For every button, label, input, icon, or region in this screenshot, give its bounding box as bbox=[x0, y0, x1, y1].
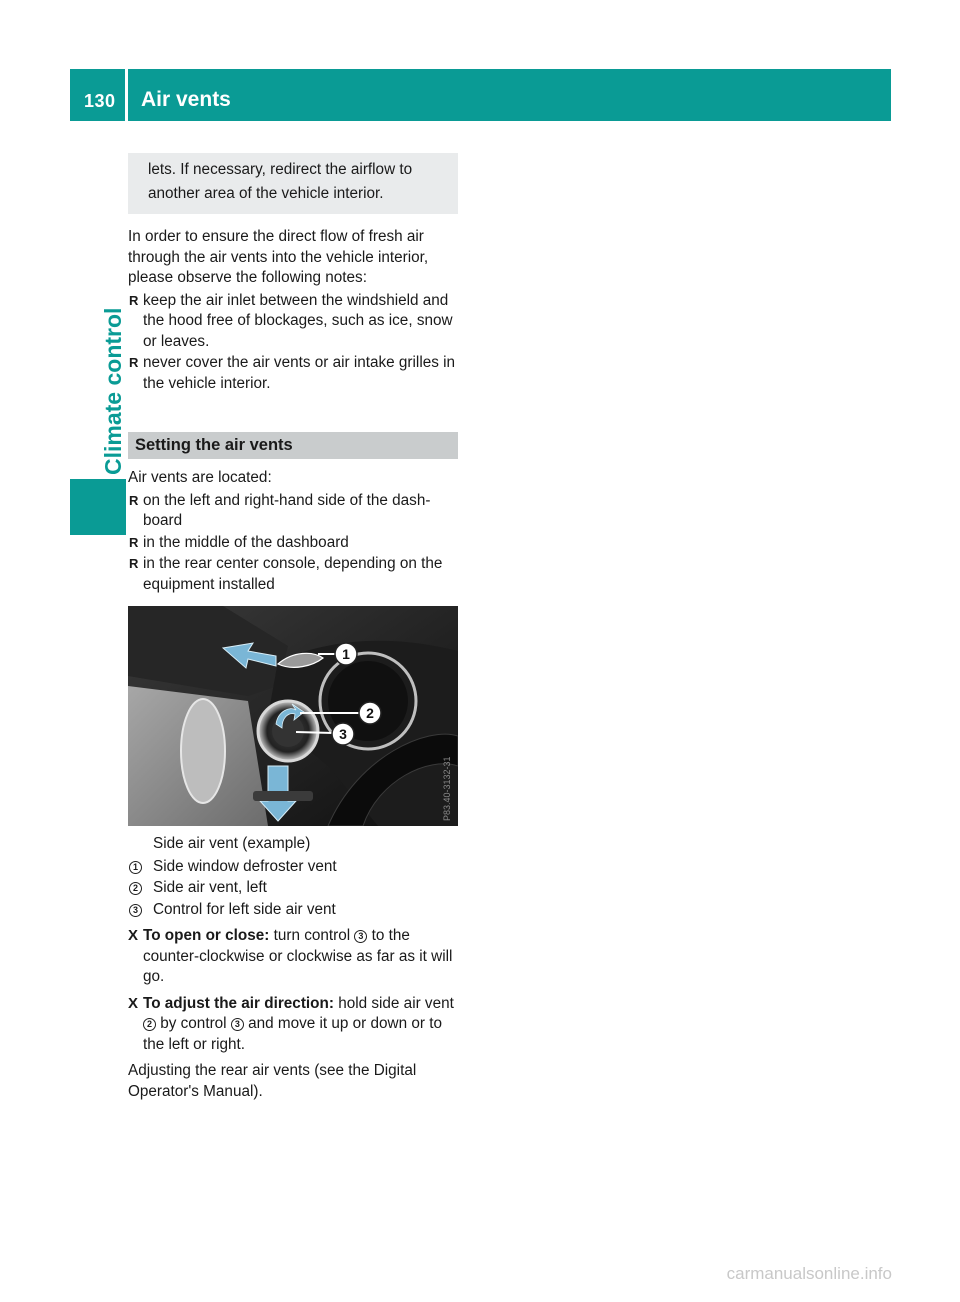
step-number: 3 bbox=[231, 1018, 244, 1031]
step-text: and move it up or down or to the left or right. bbox=[143, 1015, 442, 1053]
legend-text: Side air vent, left bbox=[153, 879, 267, 896]
section-heading: Setting the air vents bbox=[128, 432, 458, 459]
page-number: 130 bbox=[84, 91, 116, 111]
step-open-close bbox=[128, 926, 458, 988]
located-text: Air vents are located: bbox=[128, 469, 272, 486]
note-text: lets. If necessary, redirect the airflow to another area of the vehicle interior. bbox=[148, 161, 413, 202]
step-lead: To adjust the air direction: bbox=[143, 994, 334, 1012]
speaker-grille bbox=[181, 699, 225, 803]
list-item: R on the left and right-hand side of the dash-board bbox=[128, 491, 458, 532]
side-tab-block bbox=[70, 479, 126, 535]
callout-line-3 bbox=[296, 732, 333, 733]
legend-number: 1 bbox=[129, 861, 142, 874]
step-text: turn control bbox=[269, 927, 355, 944]
legend-item bbox=[128, 857, 458, 878]
legend-number: 2 bbox=[129, 882, 142, 895]
image-code: P83.40-3132-31 bbox=[442, 756, 452, 821]
note-box bbox=[128, 153, 458, 214]
side-tab-label: Climate control bbox=[100, 307, 126, 475]
list-item: R in the rear center console, depending on the equipment installed bbox=[128, 554, 458, 595]
step-text: hold side air vent bbox=[333, 994, 454, 1012]
callout-number-2: 2 bbox=[366, 705, 374, 721]
callout-number-3: 3 bbox=[339, 726, 347, 742]
legend-number: 3 bbox=[129, 904, 142, 917]
step-adjust-direction bbox=[128, 994, 458, 1056]
figure-caption: Side air vent (example) bbox=[153, 835, 311, 852]
callout-number-1: 1 bbox=[342, 646, 350, 662]
header-divider bbox=[125, 69, 128, 121]
legend-item bbox=[128, 878, 458, 899]
air-vent-illustration bbox=[128, 606, 458, 826]
page-title: Air vents bbox=[141, 88, 231, 111]
list-item: R keep the air inlet between the windshield and the hood free of blockages, such as ice, snow or leaves. bbox=[128, 291, 458, 353]
center-buttons bbox=[253, 791, 313, 801]
step-arrow-icon: X bbox=[128, 927, 139, 944]
intro-text: In order to ensure the direct flow of fresh air through the air vents into the vehicle interior, please observe the following notes: bbox=[128, 228, 429, 286]
list-item: R never cover the air vents or air intake grilles in the vehicle interior. bbox=[128, 353, 458, 394]
watermark: carmanualsonline.info bbox=[726, 1264, 892, 1283]
step-number: 3 bbox=[354, 930, 367, 943]
air-vent-figure bbox=[128, 606, 458, 826]
main-content bbox=[128, 153, 458, 1102]
legend-text: Control for left side air vent bbox=[153, 900, 336, 918]
closing-text: Adjusting the rear air vents (see the Digital Operator's Manual). bbox=[128, 1062, 417, 1100]
page-header bbox=[70, 69, 891, 121]
list-item: R in the middle of the dashboard bbox=[128, 533, 458, 554]
step-number: 2 bbox=[143, 1018, 156, 1031]
location-bullets bbox=[128, 491, 458, 596]
step-text: by control bbox=[156, 1015, 231, 1032]
legend-text: Side window defroster vent bbox=[153, 857, 337, 875]
figure-legend bbox=[128, 857, 458, 921]
legend-item bbox=[128, 900, 458, 921]
step-lead: To open or close: bbox=[143, 927, 270, 944]
step-text: to the counter-clockwise or clockwise as far as it will go. bbox=[143, 927, 453, 985]
intro-bullets bbox=[128, 291, 458, 395]
step-arrow-icon: X bbox=[128, 994, 139, 1012]
